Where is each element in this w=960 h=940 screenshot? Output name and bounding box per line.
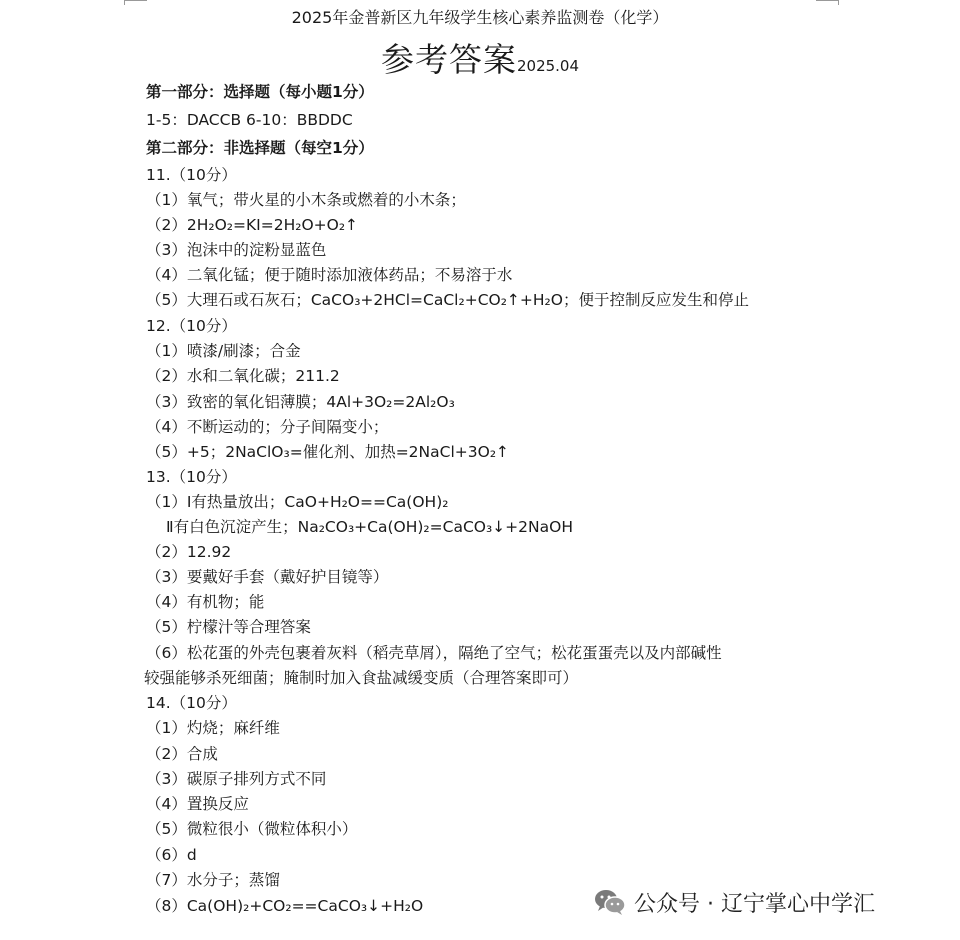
answer-line: （2）合成	[146, 745, 218, 763]
answer-line: （1）喷漆/刷漆；合金	[146, 342, 301, 360]
answer-line: （4）置换反应	[146, 795, 249, 813]
answer-line: （1）Ⅰ有热量放出；CaO+H₂O==Ca(OH)₂	[146, 493, 449, 511]
answer-line: （4）不断运动的；分子间隔变小；	[146, 418, 389, 436]
answer-line: （6）d	[146, 846, 197, 864]
answer-line: （3）碳原子排列方式不同	[146, 770, 327, 788]
answer-line: （2）12.92	[146, 543, 232, 561]
answer-line: （4）有机物；能	[146, 593, 265, 611]
wechat-icon	[594, 888, 626, 916]
answer-line: （5）柠檬汁等合理答案	[146, 618, 311, 636]
answer-line: （5）+5；2NaClO₃=催化剂、加热=2NaCl+3O₂↑	[146, 443, 510, 461]
answer-line: （4）二氧化锰；便于随时添加液体药品；不易溶于水	[146, 266, 513, 284]
answer-heading	[0, 34, 960, 81]
answer-line: （8）Ca(OH)₂+CO₂==CaCO₃↓+H₂O	[146, 897, 424, 915]
answer-line: （1）灼烧；麻纤维	[146, 719, 280, 737]
exam-title: 2025年金普新区九年级学生核心素养监测卷（化学）	[291, 8, 669, 27]
answer-date: 2025.04	[516, 57, 580, 75]
question-heading: 14.（10分）	[146, 694, 237, 712]
answer-line: （3）致密的氧化铝薄膜；4Al+3O₂=2Al₂O₃	[146, 393, 455, 411]
answer-line: （2）水和二氧化碳；211.2	[146, 367, 340, 385]
question-heading: 12.（10分）	[146, 317, 237, 335]
answer-line: （7）水分子；蒸馏	[146, 871, 280, 889]
section-2-heading: 第二部分：非选择题（每空1分）	[146, 139, 374, 157]
answer-line: （6）松花蛋的外壳包裹着灰料（稻壳草屑），隔绝了空气；松花蛋蛋壳以及内部碱性	[146, 644, 722, 662]
answer-line: （3）要戴好手套（戴好护目镜等）	[146, 568, 389, 586]
answer-line: （2）2H₂O₂=KI=2H₂O+O₂↑	[146, 216, 359, 234]
section-1-heading: 第一部分：选择题（每小题1分）	[146, 83, 374, 101]
answer-line: （5）微粒很小（微粒体积小）	[146, 820, 358, 838]
answer-title: 参考答案	[380, 40, 517, 79]
answer-line: 1-5：DACCB 6-10：BBDDC	[146, 111, 353, 129]
watermark-text: 公众号 · 辽宁掌心中学汇	[634, 891, 875, 917]
question-heading: 11.（10分）	[146, 166, 237, 184]
answer-line: Ⅱ有白色沉淀产生；Na₂CO₃+Ca(OH)₂=CaCO₃↓+2NaOH	[166, 518, 573, 536]
watermark	[594, 885, 875, 919]
answer-line: （5）大理石或石灰石；CaCO₃+2HCl=CaCl₂+CO₂↑+H₂O；便于控制反应发生和停止	[146, 291, 749, 309]
question-heading: 13.（10分）	[146, 468, 237, 486]
answer-line: （1）氧气；带火星的小木条或燃着的小木条；	[146, 191, 466, 209]
answer-line-continued: 较强能够杀死细菌；腌制时加入食盐减缓变质（合理答案即可）	[144, 669, 579, 687]
answer-line: （3）泡沫中的淀粉显蓝色	[146, 241, 327, 259]
